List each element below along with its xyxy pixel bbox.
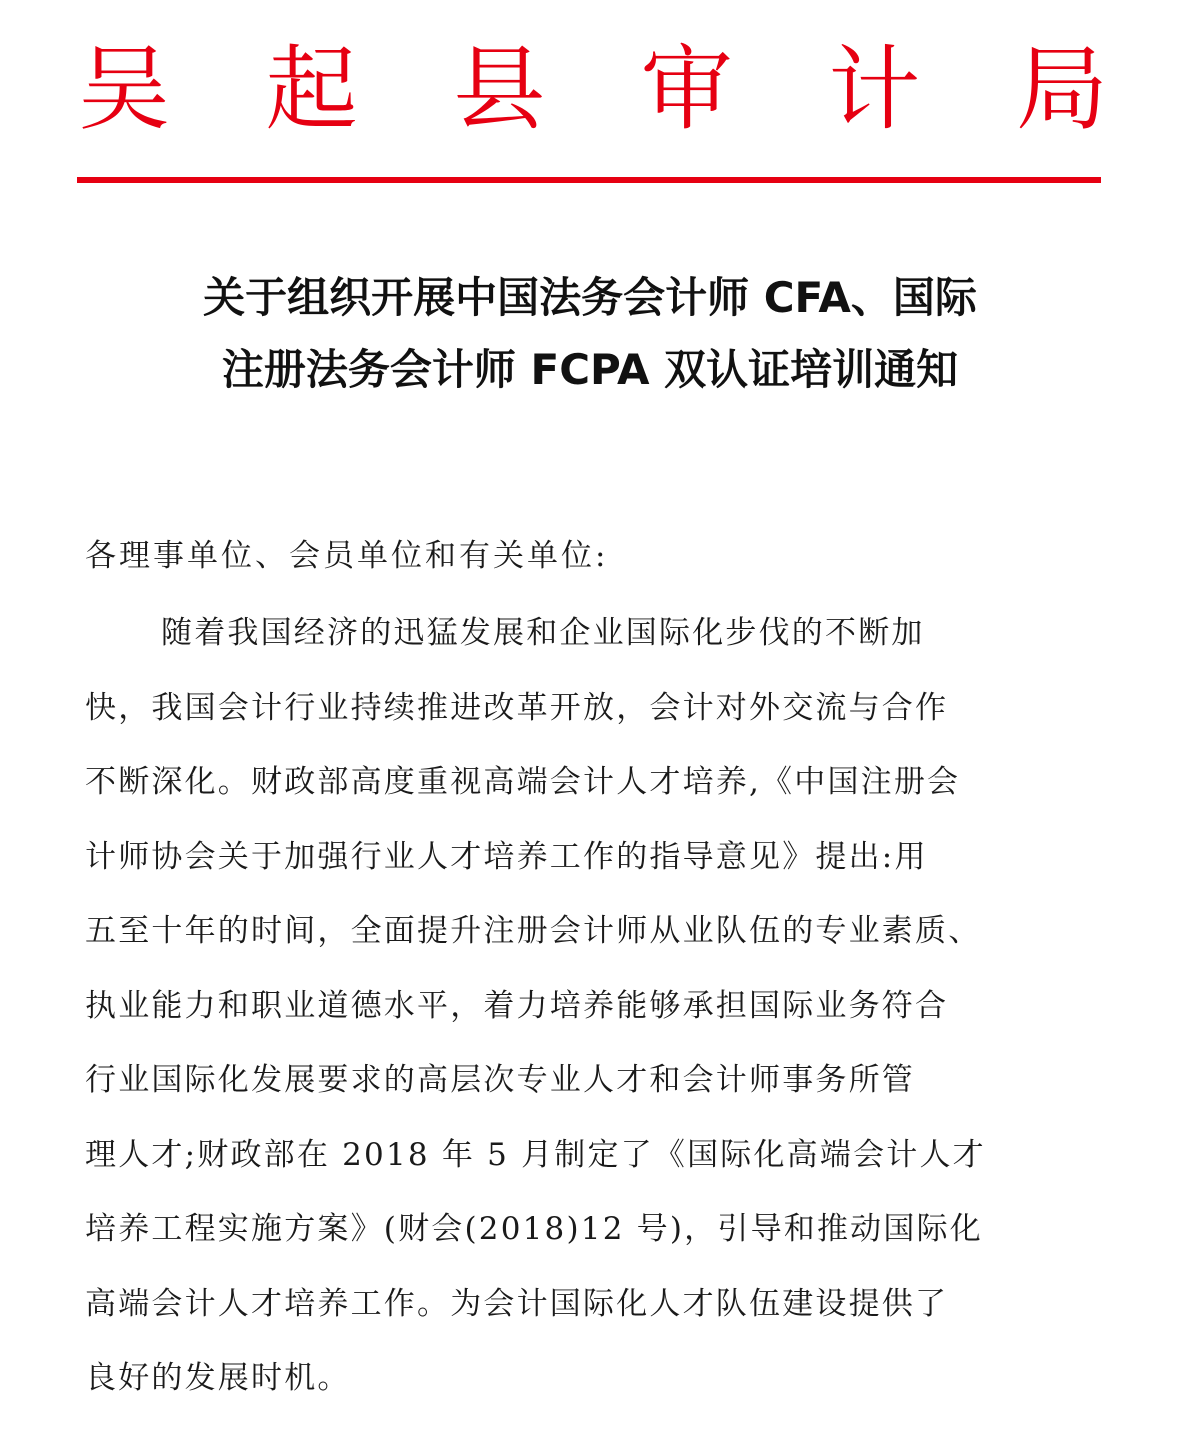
body-line: 理人才;财政部在 2018 年 5 月制定了《国际化高端会计人才 — [85, 1136, 986, 1173]
masthead-char: 起 — [265, 36, 358, 143]
body-line: 计师协会关于加强行业人才培养工作的指导意见》提出:用 — [85, 838, 928, 875]
body-line: 行业国际化发展要求的高层次专业人才和会计师事务所管 — [85, 1062, 915, 1098]
body-line: 良好的发展时机。 — [85, 1360, 351, 1396]
masthead-char: 计 — [828, 36, 921, 143]
org-masthead — [78, 36, 1108, 143]
title-line-1: 关于组织开展中国法务会计师 CFA、国际 — [203, 273, 977, 322]
masthead-char: 局 — [1015, 36, 1108, 143]
salutation: 各理事单位、会员单位和有关单位: — [85, 538, 609, 574]
body-line: 随着我国经济的迅猛发展和企业国际化步伐的不断加 — [161, 615, 925, 651]
document-title — [60, 262, 1120, 406]
body-line: 五至十年的时间，全面提升注册会计师从业队伍的专业素质、 — [85, 913, 982, 949]
masthead-char: 县 — [453, 36, 546, 143]
masthead-char: 吴 — [78, 36, 171, 143]
body-line: 不断深化。财政部高度重视高端会计人才培养,《中国注册会 — [85, 764, 961, 800]
red-divider — [77, 177, 1101, 183]
masthead-char: 审 — [640, 36, 733, 143]
title-line-2: 注册法务会计师 FCPA 双认证培训通知 — [221, 345, 959, 394]
body-paragraph — [85, 608, 1105, 1428]
body-line: 执业能力和职业道德水平，着力培养能够承担国际业务符合 — [85, 987, 949, 1024]
body-line: 培养工程实施方案》(财会(2018)12 号)，引导和推动国际化 — [85, 1211, 983, 1247]
body-line: 快，我国会计行业持续推进改革开放，会计对外交流与合作 — [85, 689, 949, 726]
body-line: 高端会计人才培养工作。为会计国际化人才队伍建设提供了 — [85, 1285, 949, 1322]
